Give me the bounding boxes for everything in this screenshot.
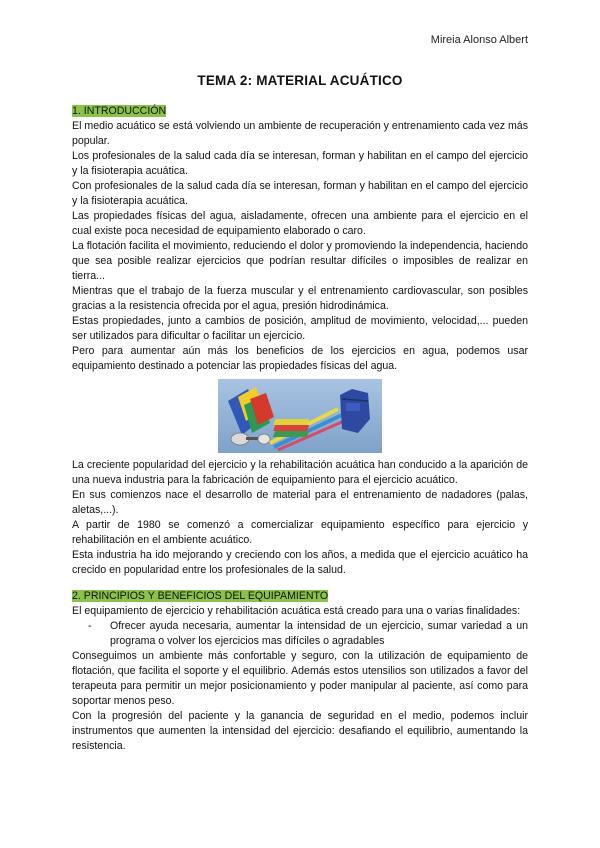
aquatic-equipment-illustration (218, 379, 382, 453)
paragraph: Conseguimos un ambiente más confortable y seguro, con la utilización de equipamiento de flotación, que facilita el soporte y el equilibrio. Además estos utensilios son utilizados a favor del terapeuta para permitir un mejor posicionamiento y poder manipular al paciente, así como para soportar menos peso. (72, 650, 528, 707)
paragraph: El equipamiento de ejercicio y rehabilitación acuática está creado para una o varias finalidades: (72, 605, 521, 617)
paragraph: Estas propiedades, junto a cambios de posición, amplitud de movimiento, velocidad,... pueden ser utilizados para dificultar o facilitar un ejercicio. (72, 315, 528, 342)
page-title: TEMA 2: MATERIAL ACUÁTICO (197, 73, 403, 88)
paragraph: La flotación facilita el movimiento, reduciendo el dolor y promoviendo la independencia, haciendo que sea posible realizar ejercicios que podrían resultar difíciles o imposibles de realizar en tierra... (72, 240, 528, 282)
paragraph: El medio acuático se está volviendo un ambiente de recuperación y entrenamiento cada vez más popular. (72, 120, 528, 147)
section-heading (72, 104, 528, 119)
section-heading-text: 1. INTRODUCCIÓN (72, 105, 167, 117)
paragraph: Las propiedades físicas del agua, aisladamente, ofrecen una ambiente para el ejercicio en el cual existe poca necesidad de equipamiento elaborado o caro. (72, 210, 528, 237)
document-body (72, 104, 528, 754)
paragraph: En sus comienzos nace el desarrollo de material para el entrenamiento de nadadores (palas, aletas,...). (72, 489, 528, 516)
paragraph: Con la progresión del paciente y la ganancia de seguridad en el medio, podemos incluir instrumentos que aumenten la intensidad del ejercicio: desafiando el equilibrio, aumentando la resistencia. (72, 710, 528, 752)
section-heading (72, 589, 528, 604)
author-name: Mireia Alonso Albert (430, 34, 528, 46)
paragraph: Los profesionales de la salud cada día se interesan, forman y habilitan en el campo del ejercicio y la fisioterapia acuática. (72, 150, 528, 177)
section-heading-text: 2. PRINCIPIOS Y BENEFICIOS DEL EQUIPAMIENTO (72, 590, 329, 602)
list-item: - Ofrecer ayuda necesaria, aumentar la intensidad de un ejercicio, sumar variedad a un programa o volver los ejercicios mas difíciles o agradables (110, 619, 528, 649)
bullet-list (72, 619, 528, 649)
paragraph: Pero para aumentar aún más los beneficios de los ejercicios en agua, podemos usar equipamiento destinado a potenciar las propiedades físicas del agua. (72, 345, 528, 372)
paragraph: Esta industria ha ido mejorando y creciendo con los años, a medida que el ejercicio acuático ha crecido en popularidad entre los profesionales de la salud. (72, 549, 528, 576)
paragraph: La creciente popularidad del ejercicio y la rehabilitación acuática han conducido a la aparición de una nueva industria para la fabricación de equipamiento para el ejercicio acuático. (72, 459, 528, 486)
paragraph: A partir de 1980 se comenzó a comercializar equipamiento específico para ejercicio y rehabilitación en el ambiente acuático. (72, 519, 528, 546)
paragraph: Mientras que el trabajo de la fuerza muscular y el entrenamiento cardiovascular, son posibles gracias a la resistencia ofrecida por el agua, presión hidrodinámica. (72, 285, 528, 312)
aquatic-equipment-image (72, 379, 528, 453)
paragraph: Con profesionales de la salud cada día se interesan, forman y habilitan en el campo del ejercicio y la fisioterapia acuática. (72, 180, 528, 207)
